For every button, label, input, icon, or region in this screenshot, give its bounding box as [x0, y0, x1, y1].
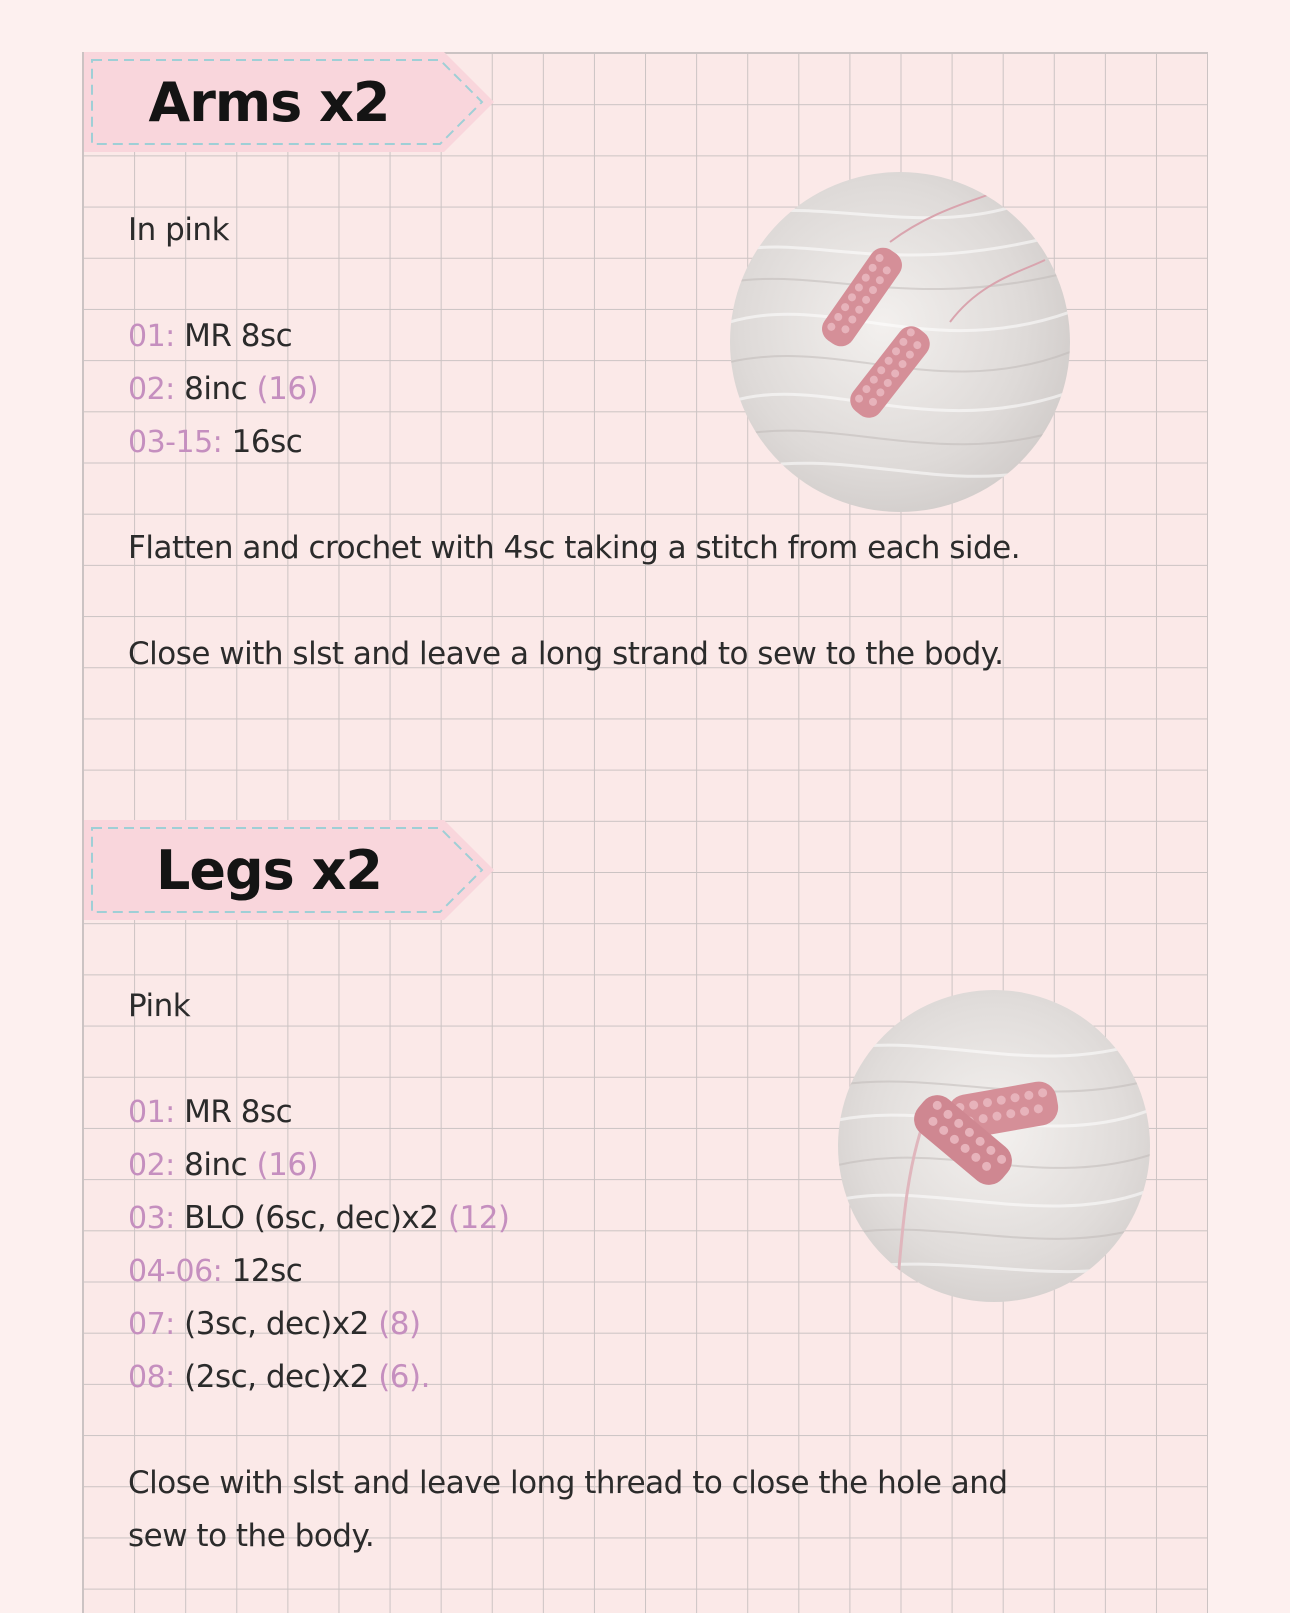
arms-note-close: Close with slst and leave a long strand to sew to the body.: [128, 636, 1004, 672]
stitch-count: (6).: [378, 1359, 430, 1395]
row-instruction: 16sc: [231, 424, 303, 460]
row-instruction: (3sc, dec)x2: [184, 1306, 369, 1342]
row-number: 04-06:: [128, 1254, 223, 1289]
row-instruction: 8inc: [184, 371, 248, 407]
legs-row: [128, 1147, 318, 1183]
stitch-count: (12): [447, 1200, 510, 1236]
arms-heading-banner: [84, 52, 504, 152]
legs-row: [128, 1359, 430, 1395]
arms-photo: [730, 172, 1070, 512]
row-instruction: 12sc: [231, 1253, 303, 1289]
row-number: 07:: [128, 1307, 175, 1342]
legs-row: [128, 1200, 510, 1236]
row-number: 03:: [128, 1201, 175, 1236]
legs-heading: Legs x2: [155, 838, 383, 902]
row-number: 01:: [128, 1095, 175, 1130]
arms-row: [128, 371, 318, 407]
row-instruction: 8inc: [184, 1147, 248, 1183]
legs-heading-banner: [84, 820, 504, 920]
legs-color-note: Pink: [128, 988, 191, 1024]
legs-note-line2: sew to the body.: [128, 1518, 375, 1554]
arms-row: [128, 318, 292, 354]
row-instruction: (2sc, dec)x2: [184, 1359, 369, 1395]
stitch-count: (8): [378, 1306, 421, 1342]
arms-note-flatten: Flatten and crochet with 4sc taking a stitch from each side.: [128, 530, 1021, 566]
row-number: 01:: [128, 319, 175, 354]
row-number: 02:: [128, 1148, 175, 1183]
arms-heading: Arms x2: [148, 70, 390, 134]
legs-row: [128, 1094, 292, 1130]
stitch-count: (16): [256, 1147, 319, 1183]
row-instruction: MR 8sc: [184, 1094, 293, 1130]
row-instruction: BLO (6sc, dec)x2: [184, 1200, 439, 1236]
row-number: 08:: [128, 1360, 175, 1395]
stitch-count: (16): [256, 371, 319, 407]
row-number: 02:: [128, 372, 175, 407]
legs-row: [128, 1306, 421, 1342]
arms-color-note: In pink: [128, 212, 230, 248]
row-instruction: MR 8sc: [184, 318, 293, 354]
row-number: 03-15:: [128, 425, 223, 460]
legs-photo: [838, 990, 1150, 1302]
legs-note-line1: Close with slst and leave long thread to close the hole and: [128, 1465, 1008, 1501]
legs-row: [128, 1253, 302, 1289]
arms-row: [128, 424, 302, 460]
